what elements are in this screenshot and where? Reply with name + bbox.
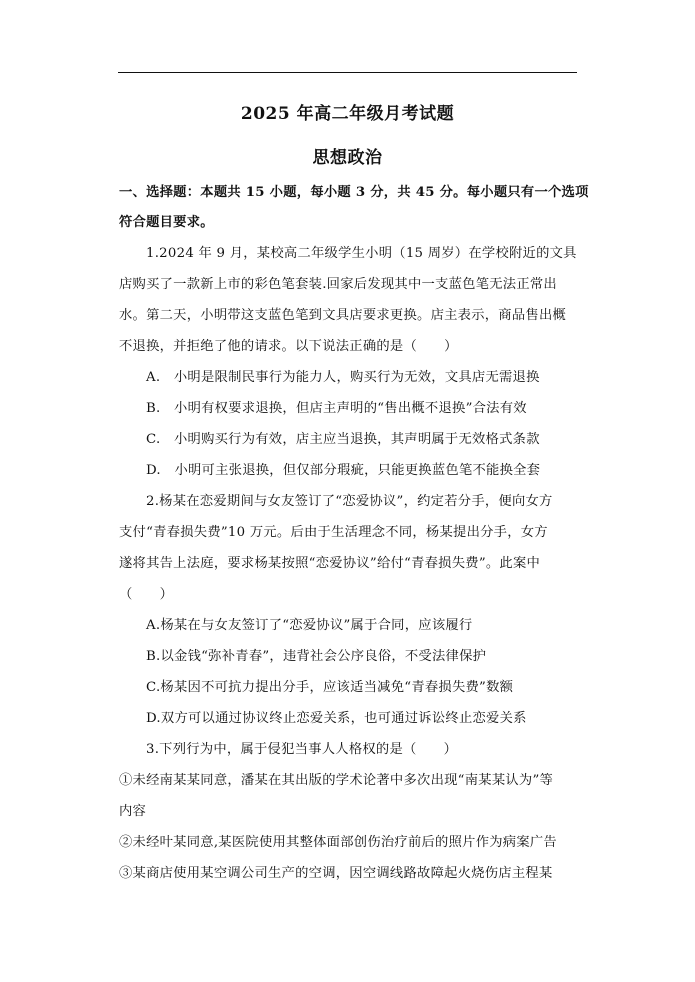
question-stem-line: 2.杨某在恋爱期间与女友签订了“恋爱协议”，约定若分手，便向女方	[146, 494, 553, 509]
section-heading-line: 一、选择题：本题共 15 小题，每小题 3 分，共 45 分。每小题只有一个选项	[119, 185, 589, 200]
option-d: D. 小明可主张退换，但仅部分瑕疵，只能更换蓝色笔不能换全套	[146, 463, 541, 478]
option-b: B.以金钱“弥补青春”，违背社会公序良俗，不受法律保护	[146, 649, 487, 664]
statement-item: ③某商店使用某空调公司生产的空调，因空调线路故障起火烧伤店主程某	[119, 866, 553, 881]
question-stem-line: 不退换，并拒绝了他的请求。以下说法正确的是（ ）	[119, 339, 458, 354]
statement-item: 内容	[119, 804, 147, 819]
question-stem-line: 水。第二天，小明带这支蓝色笔到文具店要求更换。店主表示，商品售出概	[119, 308, 567, 323]
header-rule	[118, 72, 577, 73]
question-stem-line: 遂将其告上法庭，要求杨某按照“恋爱协议”给付“青春损失费”。此案中	[119, 556, 541, 571]
option-a: A. 小明是限制民事行为能力人，购买行为无效，文具店无需退换	[146, 370, 540, 385]
exam-title: 2025 年高二年级月考试题	[240, 104, 455, 124]
option-b: B. 小明有权要求退换，但店主声明的“售出概不退换”合法有效	[146, 401, 527, 416]
question-stem-line: 1.2024 年 9 月，某校高二年级学生小明（15 周岁）在学校附近的文具	[146, 246, 577, 261]
statement-item: ①未经南某某同意，潘某在其出版的学术论著中多次出现“南某某认为”等	[119, 773, 554, 788]
option-d: D.双方可以通过协议终止恋爱关系，也可通过诉讼终止恋爱关系	[146, 711, 527, 726]
option-a: A.杨某在与女友签订了“恋爱协议”属于合同，应该履行	[146, 618, 473, 633]
statement-item: ②未经叶某同意,某医院使用其整体面部创伤治疗前后的照片作为病案广告	[119, 835, 557, 850]
option-c: C. 小明购买行为有效，店主应当退换，其声明属于无效格式条款	[146, 432, 540, 447]
section-heading-line: 符合题目要求。	[119, 215, 214, 230]
question-stem-line: 3.下列行为中，属于侵犯当事人人格权的是（ ）	[146, 742, 458, 757]
question-stem-line: 支付“青春损失费”10 万元。后由于生活理念不同，杨某提出分手，女方	[119, 525, 548, 540]
option-c: C.杨某因不可抗力提出分手，应该适当减免“青春损失费”数额	[146, 680, 514, 695]
exam-subject: 思想政治	[312, 148, 383, 168]
question-stem-line: （ ）	[119, 587, 174, 602]
question-stem-line: 店购买了一款新上市的彩色笔套装.回家后发现其中一支蓝色笔无法正常出	[119, 277, 557, 292]
